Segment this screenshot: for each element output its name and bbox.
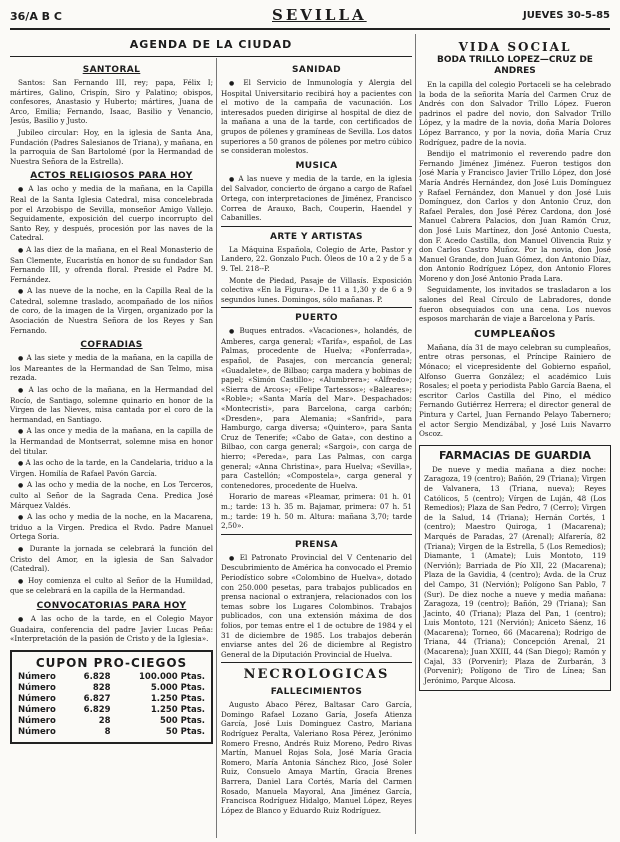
pharmacy-title: FARMACIAS DE GUARDIA bbox=[439, 448, 591, 462]
list-item: ● A las siete y media de la mañana, en la capilla de los Mareantes de la Hermandad de San Telmo, misa rezada. bbox=[10, 353, 213, 383]
list-item: ● A las nueve de la noche, en la Capilla Real de la Catedral, solemne traslado, acompañado de los niños de coro, de la imagen de la Virgen, organizado por la Asociación de Nuestra Señora de los Reyes y San Fernando. bbox=[10, 286, 213, 335]
page-section: 36/A B C bbox=[10, 10, 62, 23]
table-row: Número 6.829 1.250 Ptas. bbox=[18, 705, 205, 716]
list-item: ● A las ocho de la mañana, en la Hermandad del Rocío, de Santiago, solemne quinario en honor de la Virgen de las Nieves, misa cantada por el coro de la hermandad, en Santiago. bbox=[10, 385, 213, 424]
list-item: ● A las ocho de la tarde, en el Colegio Mayor Guadaira, conferencia del padre Javier Lucas Peña: «Interpretación de la pasión de Cristo y de la Iglesia». bbox=[10, 614, 213, 644]
paragraph: Santos: San Fernando III, rey; papa, Félix I; mártires, Galino, Crispín, Siro y Palatino; obispos, confesores, Anastasio y Huberto; mártires, Juana de Arco, Emilia; Fernando, Isaac, Basilio y Venancio, Jesús, Basilio y Justo. bbox=[10, 78, 213, 126]
section-heading-prensa: PRENSA bbox=[294, 539, 339, 550]
paragraph: Jubileo circular: Hoy, en la iglesia de Santa Ana, Fundación (Padres Salesianos de Triana), y mañana, en la parroquia de San Bartolomé (por la Hermandad de Nuestra Señora de la Estrella). bbox=[10, 127, 213, 166]
lottery-title: CUPON PRO-CIEGOS bbox=[35, 655, 188, 670]
list-item: ● A las ocho y media de la noche, en Los Terceros, culto al Señor de la Sagrada Cena. Predica José Márquez Valdés. bbox=[10, 480, 213, 510]
list-item: ● El Patronato Provincial del V Centenario del Descubrimiento de América ha convocado el Premio Periodístico sobre «Colombino de Huelva», dotado con 250.000 pesetas, para trabajos publicados en prensa nacional o extranjera, relacionados con los temas sobre los Lugares Colombinos. Trabajos publicados, con una extensión máxima de dos folios, por temas entre el 1 de octubre de 1984 y el 31 de diciembre de 1985. Los trabajos deberán enviarse antes del 26 de diciembre al Registro General de la Diputación Provincial de Huelva. bbox=[221, 553, 412, 660]
section-heading-santoral: SANTORAL bbox=[82, 65, 141, 75]
column-divider bbox=[216, 58, 217, 838]
wedding-heading: BODA TRILLO LOPEZ—CRUZ DE ANDRES bbox=[437, 55, 593, 76]
section-title: SEVILLA bbox=[272, 6, 367, 24]
column-agenda bbox=[10, 60, 213, 836]
section-heading-vida-social: VIDA SOCIAL bbox=[458, 40, 572, 54]
list-item: ● Durante la jornada se celebrará la función del Cristo del Amor, en la iglesia de San Salvador (Catedral). bbox=[10, 544, 213, 574]
section-heading-sanidad: SANIDAD bbox=[291, 65, 342, 75]
paragraph: Horario de mareas «Pleamar, primera: 01 h. 01 m.; tarde: 13 h. 35 m. Bajamar, primera: 07 h. 51 m.; tarde: 19 h. 50 m. Altura: mañana 3,70; tarde 2,50». bbox=[221, 492, 412, 531]
column-divider bbox=[415, 34, 416, 834]
paragraph: Augusto Abaco Pérez, Baltasar Caro García, Domingo Rafael Lozano Garía, Josefa Atienza García, José Luis Dominguez Castro, Mariana Rodríguez Peralta, Valeriano Rosa Pérez, Jerónimo Romero Fresno, Andrés Ruiz Moreno, Pedro Rivas Martín, Manuel Rojas Sola, José María Gracia Romero, María Antonia Sánchez Rico, José Soler Ruiz, Consuelo Amaya Martín, Gracia Brenes Barrera, Daniel Lara Cortés, María del Carmen Rosado, Manuela Mayoral, Ana Jiménez García, Francisca Rodríguez Hidalgo, Manuel López, Reyes López de Blanco y Eduardo Ruiz Rodríguez. bbox=[221, 700, 412, 815]
lottery-box bbox=[10, 650, 213, 744]
divider bbox=[221, 534, 412, 535]
section-heading-convocatorias: CONVOCATORIAS PARA HOY bbox=[36, 600, 187, 611]
paragraph: En la capilla del colegio Portaceli se ha celebrado la boda de la señorita María del Carmen Cruz de Andrés con don Salvador Trillo López. Fueron padrinos el padre del novio, don Salvador Trillo López, y la madre de la novia, doña María Dolores López Barranco, y por la novia, doña María Cruz Rodríguez, padre de la novia. bbox=[419, 80, 611, 147]
column-middle bbox=[221, 60, 412, 836]
section-heading-cumpleanos: CUMPLEAÑOS bbox=[474, 328, 556, 340]
list-item: ● A las diez de la mañana, en el Real Monasterio de San Clemente, Eucaristía en honor de su fundador San Fernando III, y ofrenda floral. Preside el Padre M. Fernández. bbox=[10, 245, 213, 284]
list-item: ● Hoy comienza el culto al Señor de la Humildad, que se celebrará en la capilla de la Hermandad. bbox=[10, 576, 213, 596]
section-heading-puerto: PUERTO bbox=[295, 313, 338, 324]
lottery-table bbox=[18, 672, 205, 738]
paragraph: ● El Servicio de Inmunología y Alergia del Hospital Universitario recibirá hoy a pacientes con el motivo de la campaña de vacunación. Los interesados pueden dirigirse al hospital de diez de la mañana a una de la tarde, con certificados de grupos de pólenes y gramíneas de Sevilla. Los datos superiores a 50 granos de pólenes por metro cúbico se consideran molestos. bbox=[221, 78, 412, 156]
column-right bbox=[419, 36, 611, 836]
table-row: Número 28 500 Ptas. bbox=[18, 716, 205, 727]
list-item: ● A las nueve y media de la tarde, en la iglesia del Salvador, concierto de órgano a cargo de Rafael Ortega, con interpretaciones de Jiménez, Francisco Correa de Arauxo, Bach, Couperin, Haendel y Cabanilles. bbox=[221, 174, 412, 223]
issue-date: JUEVES 30-5-85 bbox=[522, 10, 610, 21]
paragraph: Monte de Piedad, Pasaje de Villasís. Exposición colectiva «En la Figura». De 11 a 1,30 y de 6 a 9 segundos lunes. Domingos, sólo mañanas. P. bbox=[221, 275, 412, 304]
table-row: Número 828 5.000 Ptas. bbox=[18, 683, 205, 694]
section-heading-cofradias: COFRADIAS bbox=[80, 340, 143, 351]
divider bbox=[221, 662, 412, 663]
section-heading-musica: MUSICA bbox=[295, 160, 338, 171]
agenda-banner-title: AGENDA DE LA CIUDAD bbox=[129, 38, 293, 51]
list-item: ● A las ocho y media de la noche, en la Macarena, triduo a la Virgen. Predica el Rvdo. Padre Manuel Ortega Soria. bbox=[10, 512, 213, 542]
table-row: Número 6.827 1.250 Ptas. bbox=[18, 694, 205, 705]
section-heading-actos: ACTOS RELIGIOSOS PARA HOY bbox=[30, 171, 193, 182]
section-heading-arte: ARTE Y ARTISTAS bbox=[270, 231, 363, 242]
divider bbox=[221, 226, 412, 227]
page-header bbox=[10, 6, 610, 30]
subheading-fallecimientos: FALLECIMIENTOS bbox=[270, 687, 363, 698]
paragraph: Bendijo el matrimonio el reverendo padre don Fernando Jiménez Jiménez. Fueron testigos don José María y Francisco Javier Trillo López, don José María Andrés Hernández, don José Luis Domínguez y Rafael Fernández, don Manuel y don José Luis Domínguez, don Carlos y don Antonio Cruz, don Rafael Perales, don José Pérez Cardona, don José Manuel Cabrera Palacios, don Juan Ramón Cruz, don José Luis Martínez, don José Antonio Cuesta, don F. Acedo Castilla, don Manuel Olivencia Ruiz y don Carlos Castro Muñoz. Por la novia, don José Manuel Grande, don Juan Gómez, don Antonio Díaz, don Antonio Rodríguez López, don Antonio Flores Moreno y don José Antonio Prada Lara. bbox=[419, 149, 611, 283]
section-heading-necrologicas: NECROLOGICAS bbox=[243, 667, 390, 683]
agenda-banner bbox=[10, 38, 412, 57]
list-item: ● A las once y media de la mañana, en la capilla de la Hermandad de Montserrat, solemne misa en honor del titular. bbox=[10, 426, 213, 456]
list-item: ● Buques entrados. «Vacaciones», holandés, de Amberes, carga general; «Tarifa», español, de Las Palmas, procedente de Huelva; «Ponferrada», español, de Pasajes, con mercancía general; «Guadalete», de Bilbao; carga madera y bobinas de papel; «Simón Castillo»; «Alumbrera»; «Alfredo»; «Sierra de Arcos»; «Felipe Tartessos»; «Baleares»; «Roble»; «Santa María del Mar». Despachados: «Montecristi», para Barcelona, carga carbón; «Dresden», para Alemania; «Sanfrid», para Hamburgo, carga diversa; «Quintero», para Santa Cruz de Tenerife; «Cabo de Gata», con destino a Bilbao, con carga general; «Sargoi», con carga de hierro; «Pereda», para Las Palmas, con carga general; «Anna Christina», para Huelva; «Sevilla», para Castellón; «Compostela», carga general y contenedores, procedente de Huelva. bbox=[221, 326, 412, 490]
paragraph: La Máquina Española, Colegio de Arte, Pastor y Landero, 22. Gonzalo Puch. Óleos de 10 a 2 y de 5 a 9. Tel. 218--P. bbox=[221, 244, 412, 273]
paragraph: Mañana, día 31 de mayo celebran su cumpleaños, entre otras personas, el Príncipe Rainiero de Mónaco; el vicepresidente del Gobierno español, Alfonso Guerra González; el académico Luis Rosales; el poeta y periodista Pablo García Baena, el escritor Carlos Castilla del Pino, el médico Fernando Gutiérrez Herrera; el director general de Pintura y Cartel, Juan Fernando Pelayo Tabernero; el actor Sergio Mendizábal, y José Luis Navarro Oscoz. bbox=[419, 342, 611, 439]
list-item: ● A las ocho y media de la mañana, en la Capilla Real de la Santa Iglesia Catedral, misa concelebrada por el Arzobispo de Sevilla, monseñor Amigo Vallejo. Seguidamente, exposición del cuerpo incorrupto del Santo Rey, y después, procesión por las naves de la Catedral. bbox=[10, 184, 213, 243]
paragraph: Seguidamente, los invitados se trasladaron a los salones del Real Círculo de Labradores, donde fueron obsequiados con una cena. Los nuevos esposos marcharán de viaje a Barcelona y París. bbox=[419, 285, 611, 324]
pharmacy-box bbox=[419, 445, 611, 692]
list-item: ● A las ocho de la tarde, en la Candelaria, triduo a la Virgen. Homilía de Rafael Pavón García. bbox=[10, 458, 213, 478]
divider bbox=[221, 307, 412, 308]
table-row: Número 8 50 Ptas. bbox=[18, 727, 205, 738]
table-row: Número 6.828 100.000 Ptas. bbox=[18, 672, 205, 683]
paragraph: De nueve y media mañana a diez noche: Zaragoza, 19 (centro); Bañón, 29 (Triana); Virgen de Valvanera, 13 (Triana, nueva); Reyes Católicos, 5 (centro); Vírgen de Luján, 48 (Los Remedios); Plaza de San Pedro, 7 (Cerro); Virgen de la Salud, 14 (Triana); Hernán Cortés, 1 (centro); Maestro Quiroga, 1 (Macarena); Marqués de Paradas, 27 (Arenal); Alfarería, 82 (Triana); Virgen de la Estrella, 5 (Los Remedios); Diamante, 1 (Amate); Luis Montoto, 119 (Nervión); Barriada de Pío XII, 22 (Macarena); Plaza de la Gavidia, 4 (centro); Avda. de la Cruz del Campo, 31 (Nervión); Polígono San Pablo, 7 (Sur). De diez noche a nueve y media mañana: Zaragoza, 19 (centro); Bañón, 29 (Triana); San Jacinto, 40 (Triana); Plaza del Pan, 1 (centro); Luis Montoto, 121 (Nervión); Aniceto Sáenz, 16 (Macarena); Torneo, 66 (Macarena); Rodrigo de Triana, 44 (Triana); Concepción Arenal, 21 (Macarena); Juan XXIII, 44 (San Diego); Ramón y Cajal, 33 (Porvenir); Plaza de Zurbarán, 3 (Porvenir); Polígono de Tiro de Línea; San Jerónimo, Parque Alcosa. bbox=[424, 464, 606, 685]
